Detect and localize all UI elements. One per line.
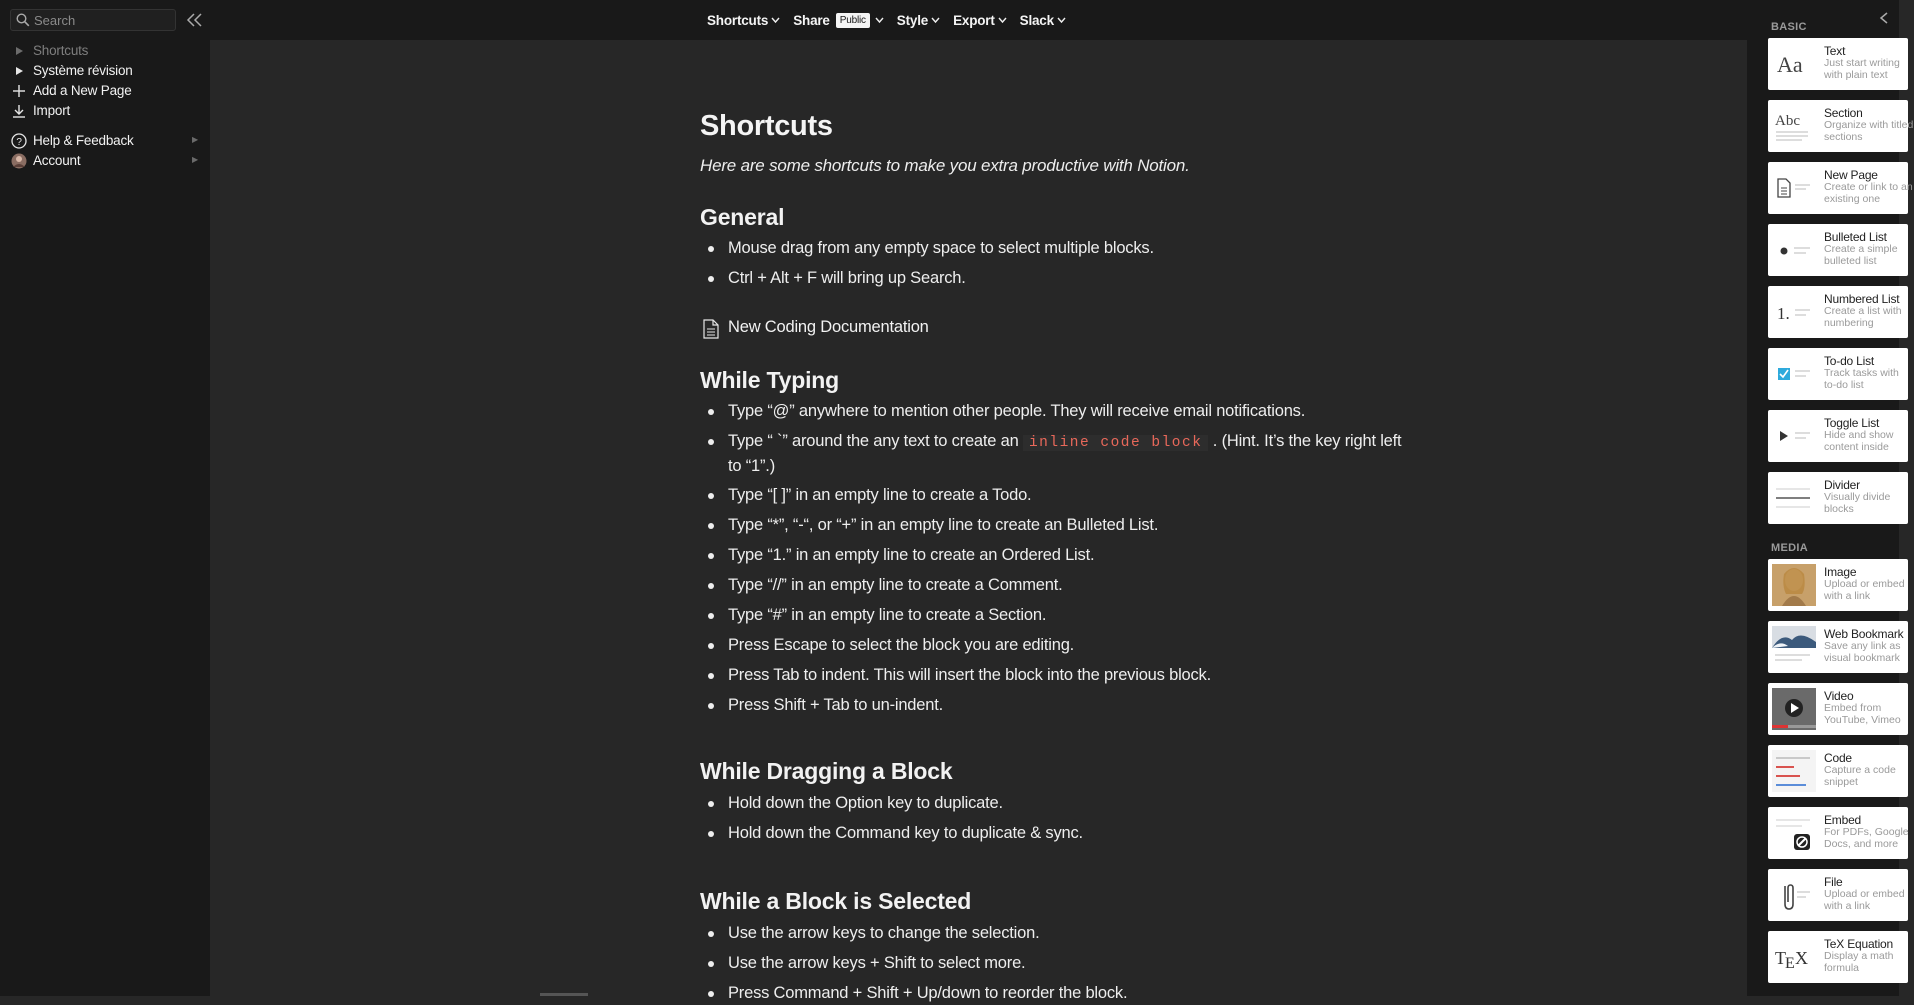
block-card-tex-equation[interactable] — [1768, 931, 1908, 983]
block-card-desc: Create a simple bulleted list — [1824, 243, 1898, 267]
image-icon — [1772, 564, 1816, 606]
triangle-right-icon — [12, 44, 26, 58]
list-item[interactable]: Press Escape to select the block you are editing. — [728, 634, 1418, 657]
menu-label: Style — [896, 12, 929, 28]
chevron-down-icon — [771, 17, 780, 23]
collapse-sidebar-icon[interactable] — [185, 10, 205, 30]
list-item[interactable]: Press Tab to indent. This will insert the block into the previous block. — [728, 664, 1418, 687]
page-subtitle[interactable]: Here are some shortcuts to make you extra productive with Notion. — [700, 156, 1190, 175]
list-item[interactable]: Hold down the Command key to duplicate & sync. — [728, 822, 1418, 845]
block-card-desc: Embed from YouTube, Vimeo — [1824, 702, 1901, 726]
list-item[interactable]: Use the arrow keys + Shift to select more. — [728, 952, 1418, 975]
horizontal-scrollbar[interactable] — [540, 993, 588, 996]
block-card-text[interactable] — [1768, 38, 1908, 90]
text-run: . (Hint. It’s the key right left to “1”.) — [728, 432, 1402, 475]
block-card-name: Web Bookmark — [1824, 627, 1904, 641]
block-card-desc: Create or link to an existing one — [1824, 181, 1913, 205]
block-panel — [1747, 0, 1914, 996]
sidebar — [0, 0, 210, 996]
text-block-icon — [1772, 43, 1816, 85]
list-item[interactable]: Press Shift + Tab to un-indent. — [728, 694, 1418, 717]
menu-style[interactable] — [897, 13, 940, 28]
menu-export[interactable] — [953, 13, 1007, 28]
sidebar-item-label: Help & Feedback — [33, 133, 134, 148]
block-card-file[interactable] — [1768, 869, 1908, 921]
top-bar — [210, 0, 1747, 40]
list-item[interactable]: Type “#” in an empty line to create a Section. — [728, 604, 1418, 627]
page-link-label: New Coding Documentation — [728, 318, 929, 336]
menu-slack[interactable] — [1020, 13, 1066, 28]
section-block-icon — [1772, 105, 1816, 147]
block-card-desc: Capture a code snippet — [1824, 764, 1896, 788]
video-icon — [1772, 688, 1816, 730]
block-card-bulleted-list[interactable] — [1768, 224, 1908, 276]
text-run: Type “ `” around the any text to create an — [728, 432, 1023, 450]
sidebar-item-label: Shortcuts — [33, 43, 89, 58]
block-card-toggle-list[interactable] — [1768, 410, 1908, 462]
public-badge: Public — [836, 13, 870, 28]
chevron-down-icon — [998, 17, 1007, 23]
numbered-list-icon — [1772, 291, 1816, 333]
search-box[interactable] — [10, 9, 176, 31]
section-heading-while-selected[interactable]: While a Block is Selected — [700, 888, 972, 914]
block-card-divider[interactable] — [1768, 472, 1908, 524]
search-icon — [16, 13, 30, 27]
block-card-desc: For PDFs, Google Docs, and more — [1824, 826, 1909, 850]
svg-text:X: X — [1795, 948, 1808, 968]
page-icon — [1772, 167, 1816, 209]
section-heading-general[interactable]: General — [700, 204, 785, 230]
tex-icon — [1772, 936, 1816, 978]
list-item[interactable]: Type “1.” in an empty line to create an Ordered List. — [728, 544, 1418, 567]
block-card-code[interactable] — [1768, 745, 1908, 797]
block-card-name: Section — [1824, 106, 1863, 120]
paperclip-icon — [1772, 874, 1816, 916]
block-card-name: Bulleted List — [1824, 230, 1887, 244]
list-item[interactable]: Press Command + Shift + Up/down to reorder the block. — [728, 982, 1418, 1005]
block-card-desc: Display a math formula — [1824, 950, 1894, 974]
svg-text:E: E — [1785, 955, 1795, 972]
list-item[interactable]: Type “//” in an empty line to create a Comment. — [728, 574, 1418, 597]
toggle-icon — [1772, 415, 1816, 457]
embed-icon — [1772, 812, 1816, 854]
panel-heading-basic: BASIC — [1771, 21, 1807, 33]
list-item[interactable]: Ctrl + Alt + F will bring up Search. — [728, 267, 1418, 290]
block-card-section[interactable] — [1768, 100, 1914, 152]
chevron-right-icon: ▶ — [192, 155, 198, 164]
block-card-name: Video — [1824, 689, 1854, 703]
block-card-name: Numbered List — [1824, 292, 1900, 306]
page-icon — [703, 319, 719, 339]
top-menu — [707, 10, 1079, 30]
block-card-name: Toggle List — [1824, 416, 1880, 430]
block-card-desc: Hide and show content inside — [1824, 429, 1894, 453]
list-item[interactable]: Mouse drag from any empty space to select multiple blocks. — [728, 237, 1418, 260]
block-card-name: New Page — [1824, 168, 1878, 182]
block-card-name: TeX Equation — [1824, 937, 1893, 951]
svg-text:?: ? — [16, 137, 22, 148]
block-card-desc: Save any link as visual bookmark — [1824, 640, 1901, 664]
svg-text:1.: 1. — [1777, 304, 1790, 323]
block-card-name: To-do List — [1824, 354, 1875, 368]
list-item[interactable] — [728, 430, 1418, 478]
block-card-desc: Track tasks with to-do list — [1824, 367, 1899, 391]
section-heading-while-dragging[interactable]: While Dragging a Block — [700, 758, 953, 784]
download-icon — [12, 104, 26, 118]
menu-label: Export — [953, 12, 995, 28]
plus-icon — [12, 84, 26, 98]
block-card-desc: Just start writing with plain text — [1824, 57, 1900, 81]
sidebar-item-label: Import — [33, 103, 71, 118]
page-title[interactable]: Shortcuts — [700, 110, 833, 142]
menu-label: Shortcuts — [707, 12, 769, 28]
block-card-new-page[interactable] — [1768, 162, 1913, 214]
chevron-down-icon — [875, 17, 884, 23]
menu-share[interactable] — [793, 13, 884, 28]
list-item[interactable]: Hold down the Option key to duplicate. — [728, 792, 1418, 815]
block-card-name: Text — [1824, 44, 1846, 58]
checkbox-icon — [1772, 353, 1816, 395]
help-icon — [11, 133, 27, 149]
block-card-desc: Organize with titled sections — [1824, 119, 1914, 143]
avatar-icon — [11, 153, 27, 169]
block-card-desc: Visually divide blocks — [1824, 491, 1891, 515]
list-item[interactable]: Type “*”, “-“, or “+” in an empty line to create an Bulleted List. — [728, 514, 1418, 537]
sidebar-item-label: Add a New Page — [33, 83, 132, 98]
chevron-right-icon: ▶ — [192, 135, 198, 144]
block-card-todo-list[interactable] — [1768, 348, 1908, 400]
block-card-name: Embed — [1824, 813, 1862, 827]
block-card-desc: Upload or embed with a link — [1824, 888, 1905, 912]
menu-shortcuts[interactable] — [707, 13, 780, 28]
chevron-left-icon[interactable] — [1879, 12, 1889, 24]
menu-label: Slack — [1019, 12, 1054, 28]
svg-text:Aa: Aa — [1777, 52, 1803, 77]
code-icon — [1772, 750, 1816, 792]
search-input[interactable] — [34, 11, 169, 29]
svg-text:T: T — [1775, 948, 1786, 968]
block-card-image[interactable] — [1768, 559, 1908, 611]
block-card-numbered-list[interactable] — [1768, 286, 1908, 338]
triangle-right-icon — [12, 64, 26, 78]
sidebar-item-label: Account — [33, 153, 81, 168]
chevron-down-icon — [931, 17, 940, 23]
sidebar-item-account[interactable] — [0, 149, 210, 173]
block-card-web-bookmark[interactable] — [1768, 621, 1908, 673]
bullet-list-icon — [1772, 229, 1816, 271]
divider-icon — [1772, 477, 1816, 519]
sidebar-item-import[interactable] — [0, 99, 210, 123]
block-card-name: Divider — [1824, 478, 1860, 492]
block-card-desc: Create a list with numbering — [1824, 305, 1902, 329]
list-item[interactable]: Type “@” anywhere to mention other people. They will receive email notifications. — [728, 400, 1418, 423]
block-card-video[interactable] — [1768, 683, 1908, 735]
sidebar-item-label: Système révision — [33, 63, 133, 78]
chevron-down-icon — [1057, 17, 1066, 23]
svg-text:Abc: Abc — [1775, 113, 1800, 129]
block-card-embed[interactable] — [1768, 807, 1908, 859]
block-card-name: Image — [1824, 565, 1857, 579]
section-heading-while-typing[interactable]: While Typing — [700, 367, 839, 393]
block-card-name: File — [1824, 875, 1843, 889]
menu-label: Share — [793, 12, 830, 28]
list-item[interactable]: Type “[ ]” in an empty line to create a Todo. — [728, 484, 1418, 507]
bookmark-icon — [1772, 626, 1816, 668]
list-item[interactable]: Use the arrow keys to change the selection. — [728, 922, 1418, 945]
block-card-name: Code — [1824, 751, 1852, 765]
panel-heading-media: MEDIA — [1771, 542, 1808, 554]
inline-code: inline code block — [1023, 435, 1208, 451]
block-card-desc: Upload or embed with a link — [1824, 578, 1905, 602]
